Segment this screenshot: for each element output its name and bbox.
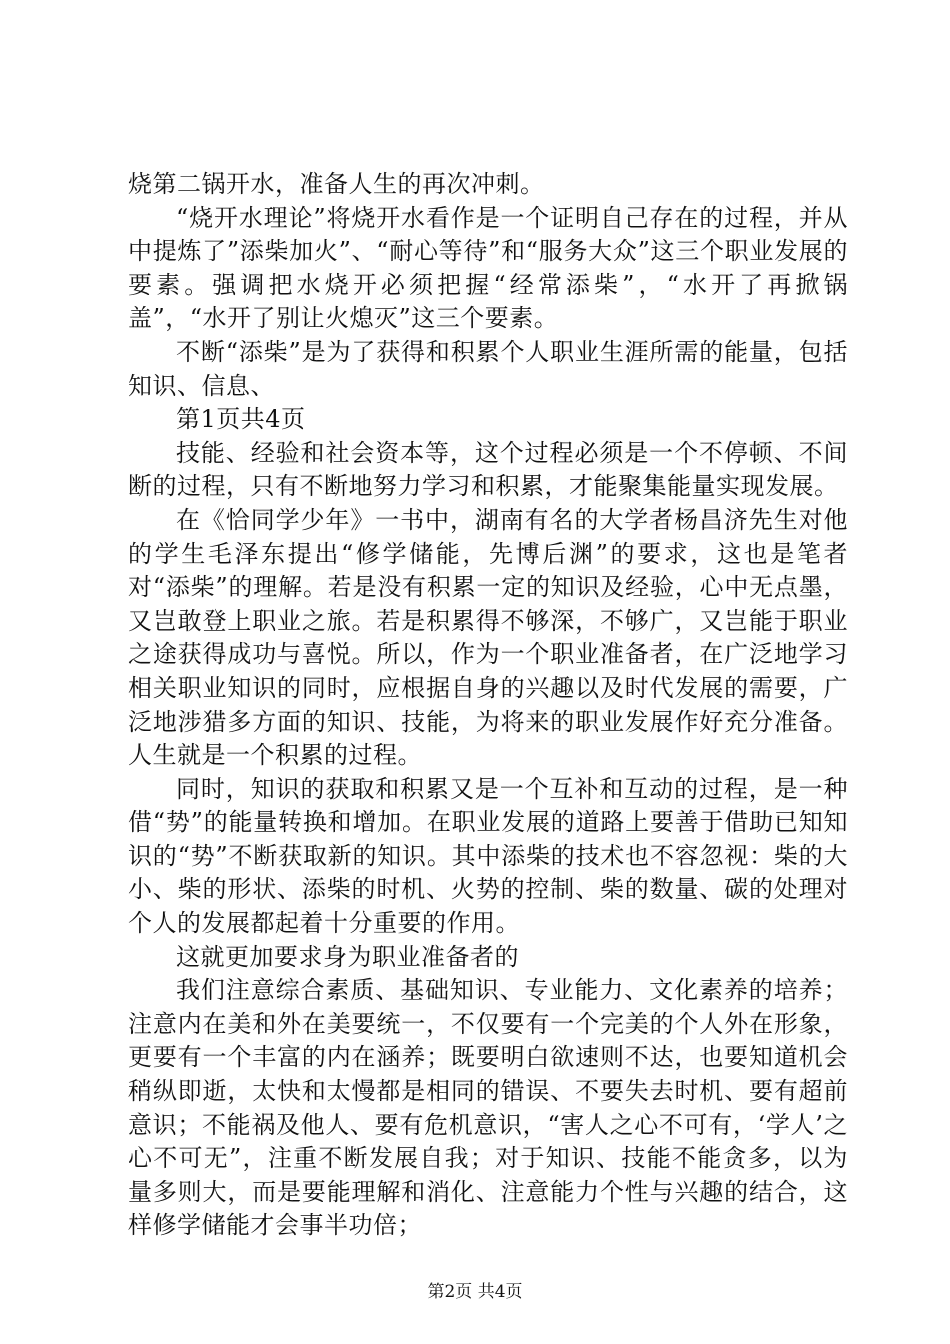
paragraph-7: 这就更加要求身为职业准备者的	[176, 942, 519, 971]
paragraph-5: 在《恰同学少年》一书中，湖南有名的大学者杨昌济先生对他的学生毛泽东提出“修学储能，先博后渊”的要求，这也是笔者对“添柴”的理解。若是没有积累一定的知识及经验，心中无点墨，又岂敢登上职业之旅。若是积累得不够深，不够广，又岂能于职业之途获得成功与喜悦。所以，作为一个职业准备者，在广泛地学习相关职业知识的同时，应根据自身的兴趣以及时代发展的需要，广泛地涉猎多方面的知识、技能，为将来的职业发展作好充分准备。人生就是一个积累的过程。	[128, 505, 848, 770]
paragraph-3: 不断“添柴”是为了获得和积累个人职业生涯所需的能量，包括知识、信息、	[128, 337, 848, 400]
paragraph-1: 烧第二锅开水，准备人生的再次冲刺。	[128, 170, 545, 198]
paragraph-2: “烧开水理论”将烧开水看作是一个证明自己存在的过程，并从中提炼了”添柴加火”、“耐心等待”和“服务大众”这三个职业发展的要素。强调把水烧开必须把握“经常添柴”，“水开了再掀锅盖”，“水开了别让火熄灭”这三个要素。	[128, 203, 848, 333]
inline-page-label: 第1页共4页	[176, 405, 306, 434]
paragraph-6: 同时，知识的获取和积累又是一个互补和互动的过程，是一种借“势”的能量转换和增加。在职业发展的道路上要善于借助已知知识的“势”不断获取新的知识。其中添柴的技术也不容忽视：柴的大小、柴的形状、添柴的时机、火势的控制、柴的数量、碳的处理对个人的发展都起着十分重要的作用。	[128, 774, 848, 938]
paragraph-4: 技能、经验和社会资本等，这个过程必须是一个不停顿、不间断的过程，只有不断地努力学习和积累，才能聚集能量实现发展。	[128, 438, 848, 501]
page-footer	[0, 1280, 950, 1304]
document-body	[128, 168, 848, 1243]
page-number: 第2页 共4页	[427, 1282, 523, 1302]
paragraph-8: 我们注意综合素质、基础知识、专业能力、文化素养的培养；注意内在美和外在美要统一，不仅要有一个完美的个人外在形象，更要有一个丰富的内在涵养；既要明白欲速则不达，也要知道机会稍纵即逝，太快和太慢都是相同的错误、不要失去时机、要有超前意识；不能祸及他人、要有危机意识，“害人之心不可有，‘学人’之心不可无”，注重不断发展自我；对于知识、技能不能贪多，以为量多则大，而是要能理解和消化、注意能力个性与兴趣的结合，这样修学储能才会事半功倍；	[128, 976, 848, 1240]
